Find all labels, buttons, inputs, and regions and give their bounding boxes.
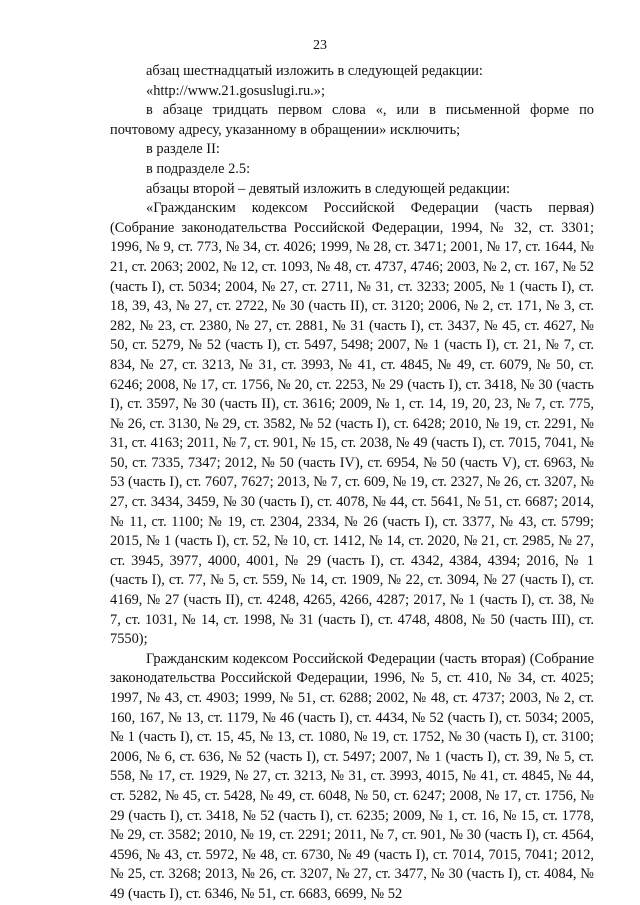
paragraph-6: абзацы второй – девятый изложить в следующей редакции: <box>146 180 511 197</box>
paragraph-5: в подразделе 2.5: <box>146 160 251 177</box>
page-number: 23 <box>313 38 327 53</box>
paragraph-4: в разделе II: <box>146 141 220 158</box>
document-body <box>110 62 594 905</box>
paragraph-2-url: «http://www.21.gosuslugi.ru.»; <box>146 82 325 99</box>
paragraph-civil-code-part-one: «Гражданским кодексом Российской Федерации (часть первая) (Собрание законодательства Российской Федерации, 1994, № 32, ст. 3301; 1996, № 9, ст. 773, № 34, ст. 4026; 1999, № 28, ст. 3471; 2001, № 17, ст. 1644, № 21, ст. 2063; 2002, № 12, ст. 1093, № 48, ст. 4737, 4746; 2003, № 2, ст. 167, № 52 (часть I), ст. 5034; 2004, № 27, ст. 2711, № 31, ст. 3233; 2005, № 1 (часть I), ст. 18, 39, 43, № 27, ст. 2722, № 30 (часть II), ст. 3120; 2006, № 2, ст. 171, № 3, ст. 282, № 23, ст. 2380, № 27, ст. 2881, № 31 (часть I), ст. 3437, № 45, ст. 4627, № 50, ст. 5279, № 52 (часть I), ст. 5497, 5498; 2007, № 1 (часть I), ст. 21, № 7, ст. 834, № 27, ст. 3213, № 31, ст. 3993, № 41, ст. 4845, № 49, ст. 6079, № 50, ст. 6246; 2008, № 17, ст. 1756, № 20, ст. 2253, № 29 (часть I), ст. 3418, № 30 (часть I), ст. 3597, № 30 (часть II), ст. 3616; 2009, № 1, ст. 14, 19, 20, 23, № 7, ст. 775, № 26, ст. 3130, № 29, ст. 3582, № 52 (часть I), ст. 6428; 2010, № 19, ст. 2291, № 31, ст. 4163; 2011, № 7, ст. 901, № 15, ст. 2038, № 49 (часть I), ст. 7015, 7041, № 50, ст. 7335, 7347; 2012, № 50 (часть IV), ст. 6954, № 50 (часть V), ст. 6963, № 53 (часть I), ст. 7607, 7627; 2013, № 7, ст. 609, № 19, ст. 2327, № 26, ст. 3207, № 27, ст. 3434, 3459, № 30 (часть I), ст. 4078, № 44, ст. 5641, № 51, ст. 6687; 2014, № 11, ст. 1100; № 19, ст. 2304, 2334, № 26 (часть I), ст. 3377, № 43, ст. 5799; 2015, № 1 (часть I), ст. 52, № 10, ст. 1412, № 14, ст. 2020, № 21, ст. 2985, № 27, ст. 3945, 3977, 4000, 4001, № 29 (часть I), ст. 4342, 4384, 4394; 2016, № 1 (часть I), ст. 77, № 5, ст. 559, № 14, ст. 1909, № 22, ст. 3094, № 27 (часть I), ст. 4169, № 27 (часть II), ст. 4248, 4265, 4266, 4287; 2017, № 1 (часть I), ст. 38, № 7, ст. 1031, № 14, ст. 1998, № 31 (часть I), ст. 4748, 4808, № 50 (часть III), ст. 7550); <box>110 200 594 648</box>
paragraph-civil-code-part-two: Гражданским кодексом Российской Федерации (часть вторая) (Собрание законодательства Российской Федерации, 1996, № 5, ст. 410, № 34, ст. 4025; 1997, № 43, ст. 4903; 1999, № 51, ст. 6288; 2002, № 48, ст. 4737; 2003, № 2, ст. 160, 167, № 13, ст. 1179, № 46 (часть I), ст. 4434, № 52 (часть I), ст. 5034; 2005, № 1 (часть I), ст. 15, 45, № 13, ст. 1080, № 19, ст. 1752, № 30 (часть I), ст. 3100; 2006, № 6, ст. 636, № 52 (часть I), ст. 5497; 2007, № 1 (часть I), ст. 39, № 5, ст. 558, № 17, ст. 1929, № 27, ст. 3213, № 31, ст. 3993, 4015, № 41, ст. 4845, № 44, ст. 5282, № 45, ст. 5428, № 49, ст. 6048, № 50, ст. 6247; 2008, № 17, ст. 1756, № 29 (часть I), ст. 3418, № 52 (часть I), ст. 6235; 2009, № 1, ст. 16, № 15, ст. 1778, № 29, ст. 3582; 2010, № 19, ст. 2291; 2011, № 7, ст. 901, № 30 (часть I), ст. 4564, 4596, № 43, ст. 5972, № 48, ст. 6730, № 49 (часть I), ст. 7014, 7015, 7041; 2012, № 25, ст. 3268; 2013, № 26, ст. 3207, № 27, ст. 3477, № 30 (часть I), ст. 4084, № 49 (часть I), ст. 6346, № 51, ст. 6683, 6699, № 52 <box>110 650 594 902</box>
paragraph-3: в абзаце тридцать первом слова «, или в письменной форме по почтовому адресу, указанному в обращении» исключить; <box>110 102 594 138</box>
paragraph-1: абзац шестнадцатый изложить в следующей редакции: <box>146 63 483 79</box>
